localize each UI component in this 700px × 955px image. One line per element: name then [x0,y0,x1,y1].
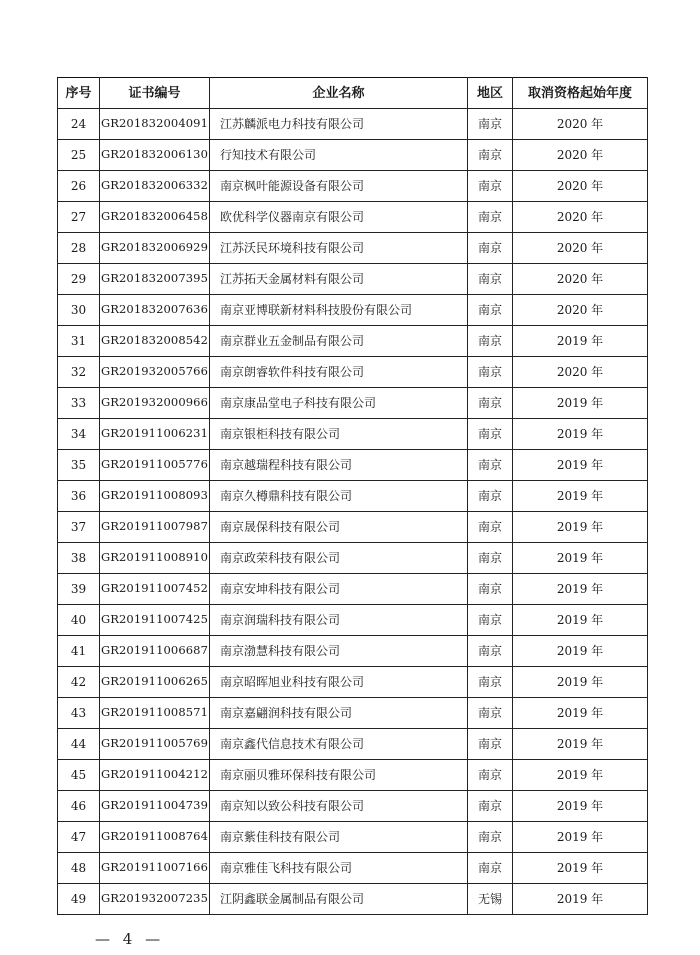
certificate-number: GR201911008093 [100,481,210,512]
company-name: 南京安坤科技有限公司 [210,574,468,605]
table-row [58,760,648,791]
company-name: 南京晟保科技有限公司 [210,512,468,543]
table-row [58,481,648,512]
company-name: 江苏拓天金属材料有限公司 [210,264,468,295]
table-row [58,357,648,388]
certificate-number: GR201932007235 [100,884,210,915]
row-index: 46 [58,791,100,822]
row-index: 28 [58,233,100,264]
row-index: 29 [58,264,100,295]
region: 南京 [468,791,513,822]
certificate-number: GR201911008571 [100,698,210,729]
company-name: 南京知以致公科技有限公司 [210,791,468,822]
company-name: 南京雅佳飞科技有限公司 [210,853,468,884]
cancel-year: 2019 年 [513,419,648,450]
certificate-number: GR201832007636 [100,295,210,326]
region: 南京 [468,605,513,636]
cancel-year: 2019 年 [513,574,648,605]
region: 南京 [468,109,513,140]
table-row [58,233,648,264]
cancel-year: 2020 年 [513,233,648,264]
company-name: 南京紫佳科技有限公司 [210,822,468,853]
row-index: 34 [58,419,100,450]
company-name: 南京政荣科技有限公司 [210,543,468,574]
row-index: 35 [58,450,100,481]
certificate-number: GR201911006231 [100,419,210,450]
table-header [58,78,648,109]
row-index: 30 [58,295,100,326]
region: 南京 [468,357,513,388]
row-index: 31 [58,326,100,357]
region: 南京 [468,667,513,698]
row-index: 41 [58,636,100,667]
row-index: 43 [58,698,100,729]
region: 南京 [468,388,513,419]
certificate-number: GR201911007425 [100,605,210,636]
company-name: 南京丽贝雅环保科技有限公司 [210,760,468,791]
cancel-year: 2019 年 [513,388,648,419]
region: 南京 [468,574,513,605]
row-index: 25 [58,140,100,171]
region: 南京 [468,326,513,357]
region: 南京 [468,140,513,171]
company-name: 江阴鑫联金属制品有限公司 [210,884,468,915]
cancel-year: 2019 年 [513,884,648,915]
row-index: 49 [58,884,100,915]
cancel-year: 2019 年 [513,729,648,760]
region: 南京 [468,760,513,791]
certificate-number: GR201911007166 [100,853,210,884]
header-region: 地区 [468,78,513,109]
cancel-year: 2019 年 [513,543,648,574]
certificate-number: GR201911006687 [100,636,210,667]
cancel-year: 2019 年 [513,481,648,512]
region: 南京 [468,171,513,202]
company-name: 欧优科学仪器南京有限公司 [210,202,468,233]
cancel-year: 2020 年 [513,171,648,202]
region: 南京 [468,729,513,760]
cancel-year: 2019 年 [513,822,648,853]
region: 南京 [468,295,513,326]
row-index: 32 [58,357,100,388]
company-list-table [57,77,648,915]
region: 南京 [468,512,513,543]
region: 南京 [468,233,513,264]
row-index: 39 [58,574,100,605]
region: 南京 [468,419,513,450]
table-row [58,388,648,419]
cancel-year: 2019 年 [513,667,648,698]
company-name: 江苏麟派电力科技有限公司 [210,109,468,140]
table-row [58,853,648,884]
certificate-number: GR201911005776 [100,450,210,481]
cancel-year: 2019 年 [513,326,648,357]
header-cancel-year: 取消资格起始年度 [513,78,648,109]
table-row [58,264,648,295]
certificate-number: GR201832007395 [100,264,210,295]
table-row [58,822,648,853]
cancel-year: 2020 年 [513,295,648,326]
table-body [58,109,648,915]
company-list-table-container [57,77,647,915]
certificate-number: GR201932005766 [100,357,210,388]
cancel-year: 2020 年 [513,109,648,140]
row-index: 40 [58,605,100,636]
company-name: 南京昭晖旭业科技有限公司 [210,667,468,698]
table-row [58,109,648,140]
row-index: 24 [58,109,100,140]
company-name: 南京银柜科技有限公司 [210,419,468,450]
cancel-year: 2019 年 [513,853,648,884]
company-name: 南京久樽鼎科技有限公司 [210,481,468,512]
row-index: 38 [58,543,100,574]
company-name: 南京亚博联新材料科技股份有限公司 [210,295,468,326]
company-name: 江苏沃民环境科技有限公司 [210,233,468,264]
certificate-number: GR201911004212 [100,760,210,791]
certificate-number: GR201832006458 [100,202,210,233]
table-row [58,202,648,233]
table-row [58,543,648,574]
certificate-number: GR201832008542 [100,326,210,357]
table-row [58,450,648,481]
table-row [58,295,648,326]
page-number: — 4 — [95,930,165,948]
table-row [58,636,648,667]
certificate-number: GR201911006265 [100,667,210,698]
table-row [58,512,648,543]
region: 南京 [468,698,513,729]
table-row [58,140,648,171]
header-company-name: 企业名称 [210,78,468,109]
row-index: 26 [58,171,100,202]
cancel-year: 2020 年 [513,202,648,233]
region: 南京 [468,853,513,884]
cancel-year: 2019 年 [513,791,648,822]
cancel-year: 2019 年 [513,512,648,543]
certificate-number: GR201911008764 [100,822,210,853]
row-index: 33 [58,388,100,419]
company-name: 南京润瑞科技有限公司 [210,605,468,636]
certificate-number: GR201832006929 [100,233,210,264]
certificate-number: GR201911007452 [100,574,210,605]
company-name: 南京渤慧科技有限公司 [210,636,468,667]
cancel-year: 2020 年 [513,264,648,295]
table-row [58,419,648,450]
table-row [58,605,648,636]
region: 南京 [468,636,513,667]
row-index: 48 [58,853,100,884]
table-row [58,326,648,357]
row-index: 36 [58,481,100,512]
header-row [58,78,648,109]
company-name: 南京朗睿软件科技有限公司 [210,357,468,388]
region: 南京 [468,450,513,481]
table-row [58,884,648,915]
region: 南京 [468,822,513,853]
row-index: 44 [58,729,100,760]
region: 南京 [468,202,513,233]
certificate-number: GR201832004091 [100,109,210,140]
cancel-year: 2019 年 [513,605,648,636]
company-name: 南京嘉翩润科技有限公司 [210,698,468,729]
certificate-number: GR201911008910 [100,543,210,574]
row-index: 45 [58,760,100,791]
table-row [58,171,648,202]
table-row [58,698,648,729]
header-index: 序号 [58,78,100,109]
cancel-year: 2020 年 [513,140,648,171]
company-name: 南京康品堂电子科技有限公司 [210,388,468,419]
row-index: 42 [58,667,100,698]
region: 无锡 [468,884,513,915]
row-index: 27 [58,202,100,233]
table-row [58,791,648,822]
header-certificate-number: 证书编号 [100,78,210,109]
company-name: 南京越瑞程科技有限公司 [210,450,468,481]
certificate-number: GR201832006130 [100,140,210,171]
certificate-number: GR201911005769 [100,729,210,760]
row-index: 37 [58,512,100,543]
region: 南京 [468,543,513,574]
certificate-number: GR201911007987 [100,512,210,543]
region: 南京 [468,481,513,512]
region: 南京 [468,264,513,295]
cancel-year: 2019 年 [513,450,648,481]
cancel-year: 2019 年 [513,760,648,791]
company-name: 南京群业五金制品有限公司 [210,326,468,357]
certificate-number: GR201911004739 [100,791,210,822]
cancel-year: 2019 年 [513,636,648,667]
company-name: 行知技术有限公司 [210,140,468,171]
certificate-number: GR201932000966 [100,388,210,419]
table-row [58,574,648,605]
company-name: 南京鑫代信息技术有限公司 [210,729,468,760]
certificate-number: GR201832006332 [100,171,210,202]
cancel-year: 2019 年 [513,698,648,729]
table-row [58,667,648,698]
company-name: 南京枫叶能源设备有限公司 [210,171,468,202]
cancel-year: 2020 年 [513,357,648,388]
table-row [58,729,648,760]
row-index: 47 [58,822,100,853]
